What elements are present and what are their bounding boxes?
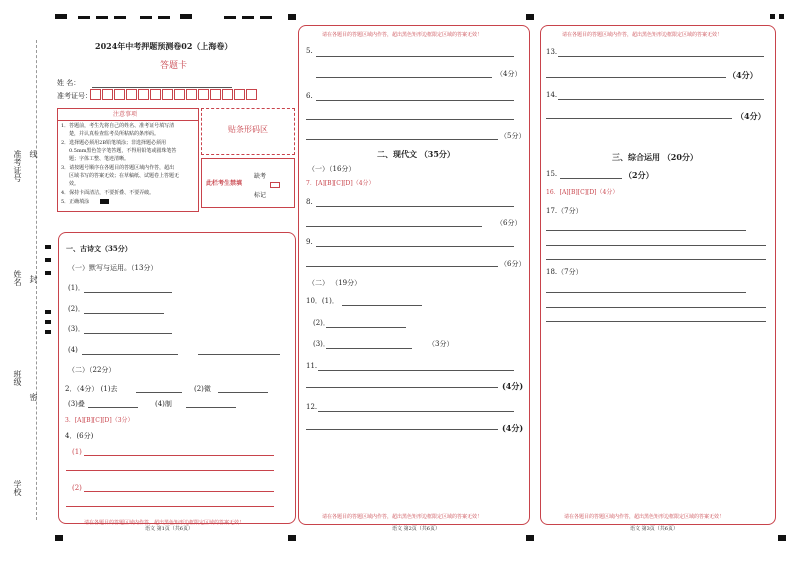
side-label-seal: 封 — [29, 275, 38, 283]
question-label: (1) — [72, 448, 82, 456]
subsection-heading: （一）（16分） — [308, 165, 356, 173]
side-label-name: 姓名 — [13, 270, 22, 286]
side-label-class: 班级 — [13, 370, 22, 386]
notice-item: 2．选择题必须用2B铅笔填涂；非选择题必须用 — [61, 140, 167, 146]
ticket-label: 准考证号： — [57, 92, 92, 100]
answer-line[interactable] — [66, 470, 274, 471]
answer-line[interactable] — [198, 354, 280, 355]
question-label: 9. — [306, 238, 313, 246]
answer-line[interactable] — [546, 292, 746, 293]
page-footer: 语文 第1页（共6页） — [145, 526, 193, 532]
name-label: 姓 名： — [57, 79, 81, 87]
question-label: 13. — [546, 48, 558, 56]
answer-line[interactable] — [306, 139, 498, 140]
side-label-secret: 密 — [29, 393, 38, 401]
answer-line[interactable] — [186, 407, 236, 408]
notice-item: 4．保持卡面清洁，不要折叠、不要弄破。 — [61, 190, 155, 196]
answer-line[interactable] — [316, 206, 514, 207]
section-heading-comprehensive: 三、综合运用 （20分） — [612, 152, 698, 162]
answer-line[interactable] — [84, 292, 172, 293]
side-label-line: 线 — [29, 150, 38, 158]
question-label: (4)制 — [155, 400, 172, 408]
choice-question[interactable]: 16．[A][B][C][D]（4分） — [546, 189, 619, 196]
timing-mark — [114, 16, 126, 19]
page-title: 2024年中考押题预测卷02（上海卷） — [95, 41, 233, 51]
question-label: (3)． — [313, 340, 330, 348]
notice-item: 楚，并认真检查监考员所粘贴的条形码。 — [69, 131, 160, 137]
side-mark — [45, 245, 51, 249]
question-label: 11. — [306, 362, 318, 370]
question-label: (2)． — [313, 319, 330, 327]
answer-line[interactable] — [318, 370, 514, 371]
question-label: 14. — [546, 91, 558, 99]
answer-line[interactable] — [326, 327, 406, 328]
answer-line[interactable] — [326, 348, 412, 349]
question-label: (2)微 — [194, 385, 211, 393]
filled-mark-example — [100, 199, 109, 204]
answer-line[interactable] — [316, 56, 514, 57]
timing-mark — [526, 14, 534, 20]
timing-mark — [242, 16, 254, 19]
question-label: 15. — [546, 170, 558, 178]
question-label: 10．(1)． — [306, 297, 339, 305]
timing-mark — [260, 16, 272, 19]
side-mark — [45, 310, 51, 314]
answer-line[interactable] — [318, 411, 514, 412]
side-label-ticket: 准考证号 — [13, 150, 22, 182]
answer-line[interactable] — [546, 118, 732, 119]
question-label: 4．(6分) — [65, 432, 94, 440]
timing-mark — [78, 16, 90, 19]
answer-line[interactable] — [84, 333, 172, 334]
answer-line[interactable] — [546, 230, 746, 231]
answer-line[interactable] — [342, 305, 422, 306]
boundary-warning: 请在各题目的答题区域内作答，超出黑色矩形边框限定区域的答案无效！ — [322, 514, 483, 520]
answer-line[interactable] — [84, 491, 274, 492]
absent-label: 此栏考生禁填 — [206, 180, 243, 187]
answer-line[interactable] — [316, 246, 514, 247]
page-footer: 语文 第2页（共6页） — [392, 526, 440, 532]
section-heading-poetry: 一、古诗文（35分） — [66, 244, 132, 253]
answer-line[interactable] — [546, 245, 766, 246]
score-label: （4分） — [728, 70, 758, 80]
answer-line[interactable] — [546, 77, 726, 78]
score-label: （6分） — [500, 260, 526, 268]
question-label: (2) — [72, 484, 82, 492]
answer-line[interactable] — [84, 455, 274, 456]
score-label: （4分） — [496, 70, 522, 78]
answer-line[interactable] — [558, 56, 764, 57]
timing-mark — [778, 535, 786, 541]
score-label: (4分) — [502, 423, 524, 433]
absent-mark-text: 缺考 — [254, 173, 267, 180]
ticket-number-boxes[interactable] — [90, 89, 258, 100]
answer-line[interactable] — [316, 100, 514, 101]
boundary-warning: 请在各题目的答题区域内作答，超出黑色矩形边框限定区域的答案无效！ — [322, 32, 483, 38]
question-label: (2)． — [68, 305, 85, 313]
answer-card-title: 答题卡 — [160, 61, 188, 71]
score-label: （2分） — [624, 170, 654, 180]
answer-line[interactable] — [306, 226, 482, 227]
question-label: 12. — [306, 403, 318, 411]
barcode-label: 贴条形码区 — [228, 125, 268, 134]
side-mark — [45, 258, 51, 262]
question-label: 17.（7分） — [546, 207, 583, 215]
answer-line[interactable] — [306, 266, 498, 267]
subsection-heading: （二） （19分） — [308, 279, 362, 287]
question-label: 8. — [306, 198, 313, 206]
timing-mark — [779, 14, 784, 19]
page-footer: 语文 第3页（共6页） — [630, 526, 678, 532]
side-mark — [45, 271, 51, 275]
choice-question[interactable]: 3．[A][B][C][D]（3分） — [65, 417, 134, 424]
notice-box — [57, 108, 199, 212]
score-label: （5分） — [500, 132, 526, 140]
answer-line[interactable] — [316, 77, 492, 78]
answer-line[interactable] — [560, 178, 622, 179]
absent-checkbox[interactable] — [270, 182, 280, 188]
side-label-school: 学校 — [13, 480, 22, 496]
notice-item: 0.5mm黑色签字笔答题，不得用铅笔或圆珠笔答 — [69, 148, 177, 154]
answer-line[interactable] — [84, 313, 164, 314]
question-label: (1)． — [68, 284, 85, 292]
answer-line[interactable] — [306, 387, 498, 388]
notice-item: 5．正确填涂 — [61, 199, 90, 205]
notice-item: 1．答题前，考生先将自己的姓名、准考证号填写清 — [61, 123, 175, 129]
subsection-heading: （一）默写与运用。（13分） — [68, 264, 158, 272]
answer-line[interactable] — [136, 392, 182, 393]
answer-line[interactable] — [546, 307, 766, 308]
notice-title: 注意事项 — [113, 111, 138, 118]
timing-mark — [288, 14, 296, 20]
question-label: 18.（7分） — [546, 268, 583, 276]
timing-mark — [770, 14, 775, 19]
score-label: （4分） — [736, 111, 766, 121]
answer-line[interactable] — [66, 506, 274, 507]
score-label: (4分) — [502, 381, 524, 391]
score-label: （6分） — [496, 219, 522, 227]
notice-item: 3．请按题号顺序在各题目的答题区域内作答，超出 — [61, 165, 175, 171]
boundary-warning: 请在各题目的答题区域内作答，超出黑色矩形边框限定区域的答案无效！ — [564, 514, 725, 520]
notice-item: 题；字体工整、笔迹清晰。 — [69, 156, 130, 162]
notice-item: 效。 — [69, 181, 80, 187]
answer-line[interactable] — [558, 99, 764, 100]
question-label: (3)． — [68, 325, 85, 333]
absent-box — [201, 158, 295, 208]
boundary-warning: 请在各题目的答题区域内作答，超出黑色矩形边框限定区域的答案无效！ — [562, 32, 723, 38]
question-label: 2．（4分） (1)去 — [65, 385, 118, 393]
timing-mark — [96, 16, 108, 19]
timing-mark — [140, 16, 152, 19]
answer-line[interactable] — [306, 119, 514, 120]
timing-mark — [224, 16, 236, 19]
absent-mark-text-2: 标记 — [254, 192, 267, 199]
answer-box-col1 — [58, 232, 296, 524]
timing-mark — [55, 14, 67, 19]
answer-line[interactable] — [218, 392, 268, 393]
question-label: 5. — [306, 47, 313, 55]
question-label: (3)叠 — [68, 400, 85, 408]
boundary-warning: 请在各题目的答题区域内作答，超出黑色矩形边框限定区域的答案无效！ — [84, 520, 245, 526]
answer-line[interactable] — [82, 354, 178, 355]
timing-mark — [288, 535, 296, 541]
subsection-heading: （二）（22分） — [68, 366, 116, 374]
timing-mark — [526, 535, 534, 541]
score-label: （3分） — [428, 340, 454, 348]
barcode-area — [201, 108, 295, 155]
timing-mark — [180, 14, 192, 19]
answer-line[interactable] — [546, 259, 766, 260]
side-mark — [45, 330, 51, 334]
side-mark — [45, 320, 51, 324]
question-label: (4) — [68, 346, 78, 354]
answer-line[interactable] — [306, 429, 498, 430]
answer-line[interactable] — [546, 321, 766, 322]
section-heading-modern: 二、现代文 （35分） — [377, 149, 455, 159]
choice-question[interactable]: 7．[A][B][C][D]（4分） — [306, 180, 375, 187]
timing-mark — [158, 16, 170, 19]
answer-line[interactable] — [88, 407, 138, 408]
name-field[interactable] — [92, 87, 232, 88]
notice-item: 区域书写的答案无效；在草稿纸、试题卷上答题无 — [69, 173, 180, 179]
timing-mark — [55, 535, 63, 541]
question-label: 6. — [306, 92, 313, 100]
